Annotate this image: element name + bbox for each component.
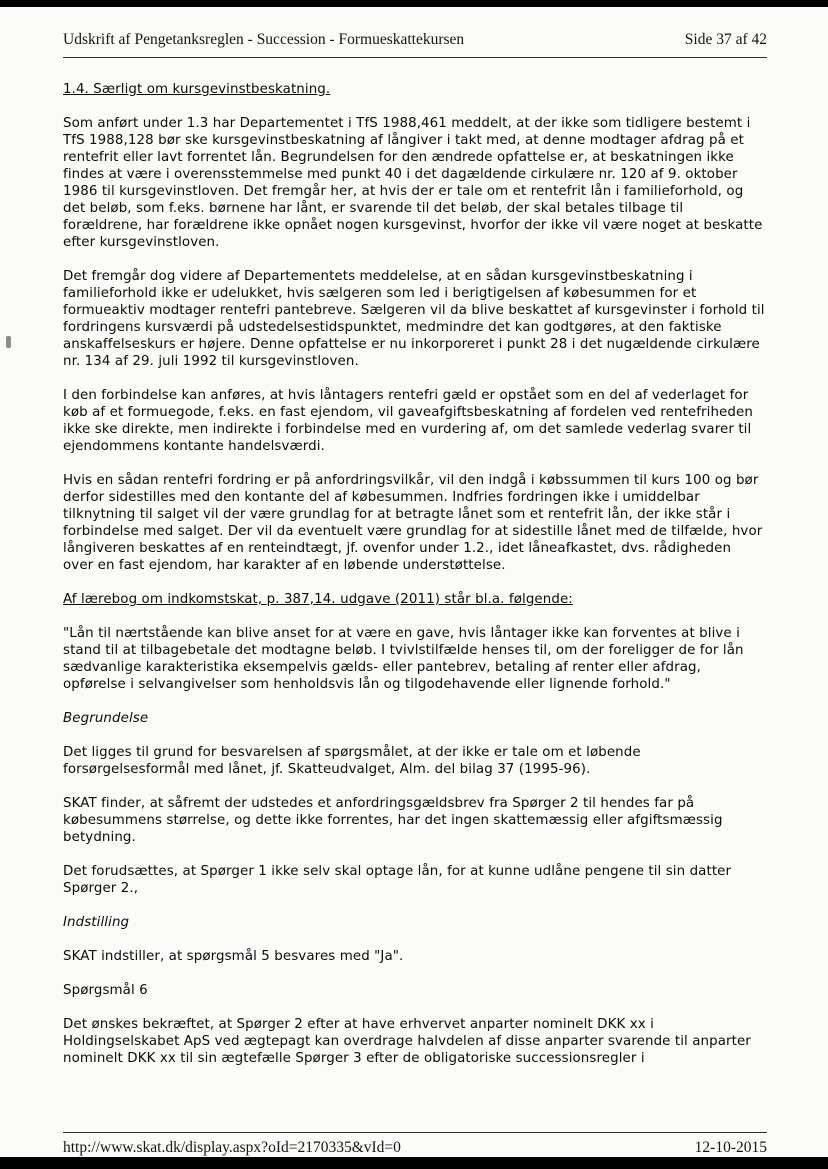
footer-rule (63, 1132, 767, 1133)
section-heading: 1.4. Særligt om kursgevinstbeskatning. (63, 82, 331, 97)
paragraph: Hvis en sådan rentefri fordring er på anfordringsvilkår, vil den indgå i købssummen til kurs 100 og bør derfor sidestilles med den kontante del af købesummen. Indfries fordringen ikke i umiddelbar tilknytning til salget vil der være grundlag for at betragte lånet som et rentefrit lån, der ikke står i forbindelse med salget. Der vil da eventuelt være grundlag for at sidestille lånet med de tilfælde, hvor långiveren beskattes af en renteindtægt, jf. ovenfor under 1.2., idet låneafkastet, dvs. rådigheden over en fast ejendom, har karakter af en løbende understøttelse. (63, 473, 763, 573)
scan-edge-top (0, 0, 828, 7)
page-number: Side 37 af 42 (684, 31, 767, 48)
paragraph: SKAT indstiller, at spørgsmål 5 besvares med "Ja". (63, 949, 404, 964)
scan-edge-bottom (0, 1157, 828, 1169)
paragraph: Spørgsmål 6 (63, 983, 148, 998)
document-body (63, 81, 765, 1084)
subsection-heading: Begrundelse (63, 711, 149, 726)
paragraph: Det fremgår dog videre af Departementets meddelelse, at en sådan kursgevinstbeskatning i familieforhold ikke er udelukket, hvis sælgeren som led i berigtigelsen af købesummen for et formueaktiv modtager rentefri pantebreve. Sælgeren vil da blive beskattet af kursgevinster i forhold til fordringens kursværdi på udstedelsestidspunktet, medmindre det kan godtgøres, at den faktiske anskaffelseskurs er højere. Denne opfattelse er nu inkorporeret i punkt 28 i det nugældende cirkulære nr. 134 af 29. juli 1992 til kursgevinstloven. (63, 269, 765, 369)
section-heading: Af lærebog om indkomstskat, p. 387,14. udgave (2011) står bl.a. følgende: (63, 592, 573, 607)
paragraph: Det ligges til grund for besvarelsen af spørgsmålet, at der ikke er tale om et løbende forsørgelsesformål med lånet, jf. Skatteudvalget, Alm. del bilag 37 (1995-96). (63, 745, 641, 777)
page-header (63, 31, 767, 49)
paragraph: Det ønskes bekræftet, at Spørger 2 efter at have erhvervet anparter nominelt DKK xx i Holdingselskabet ApS ved ægtepagt kan overdrage halvdelen af disse anparter svarende til anparter nominelt DKK xx til sin ægtefælle Spørger 3 efter de obligatoriske successionsregler i (63, 1017, 751, 1066)
footer-date: 12-10-2015 (694, 1139, 767, 1156)
header-rule (63, 57, 767, 58)
paragraph: Som anført under 1.3 har Departementet i TfS 1988,461 meddelt, at der ikke som tidligere bestemt i TfS 1988,128 bør ske kursgevinstbeskatning af långiver i takt med, at denne modtager afdrag på et rentefrit eller lavt forrentet lån. Begrundelsen for den ændrede opfattelse er, at beskatningen ikke findes at være i overensstemmelse med punkt 40 i det dagældende cirkulære nr. 120 af 9. oktober 1986 til kursgevinstloven. Det fremgår her, at hvis der er tale om et rentefrit lån i familieforhold, og det beløb, som f.eks. børnene har lånt, er svarende til det beløb, der skal betales tilbage til forældrene, har forældrene ikke opnået nogen kursgevinst, hvorfor der ikke vil være noget at beskatte efter kursgevinstloven. (63, 116, 763, 250)
scan-artifact (6, 336, 11, 348)
paragraph: I den forbindelse kan anføres, at hvis låntagers rentefri gæld er opstået som en del af vederlaget for køb af et formuegode, f.eks. en fast ejendom, vil gaveafgiftsbeskatning af fordelen ved rentefriheden ikke ske direkte, men indirekte i forbindelse med en vurdering af, om det samlede vederlag svarer til ejendommens kontante handelsværdi. (63, 388, 753, 454)
document-title: Udskrift af Pengetanksreglen - Succession - Formueskattekursen (63, 31, 465, 48)
subsection-heading: Indstilling (63, 915, 130, 930)
paragraph: SKAT finder, at såfremt der udstedes et anfordringsgældsbrev fra Spørger 2 til hendes far på købesummens størrelse, og dette ikke forrentes, har det ingen skattemæssig eller afgiftsmæssig betydning. (63, 796, 723, 845)
page-footer (63, 1139, 767, 1157)
paragraph: Det forudsættes, at Spørger 1 ikke selv skal optage lån, for at kunne udlåne pengene til sin datter Spørger 2., (63, 864, 732, 896)
paragraph-quote: "Lån til nærtstående kan blive anset for at være en gave, hvis låntager ikke kan forventes at blive i stand til at tilbagebetale det modtagne beløb. I tvivlstilfælde henses til, om der foreligger de for lån sædvanlige karakteristika eksempelvis gælds- eller pantebrev, betaling af renter eller afdrag, opførelse i selvangivelser som henholdsvis lån og tilgodehavende eller lignende forhold." (63, 626, 744, 692)
footer-url: http://www.skat.dk/display.aspx?oId=2170335&vId=0 (63, 1139, 401, 1156)
